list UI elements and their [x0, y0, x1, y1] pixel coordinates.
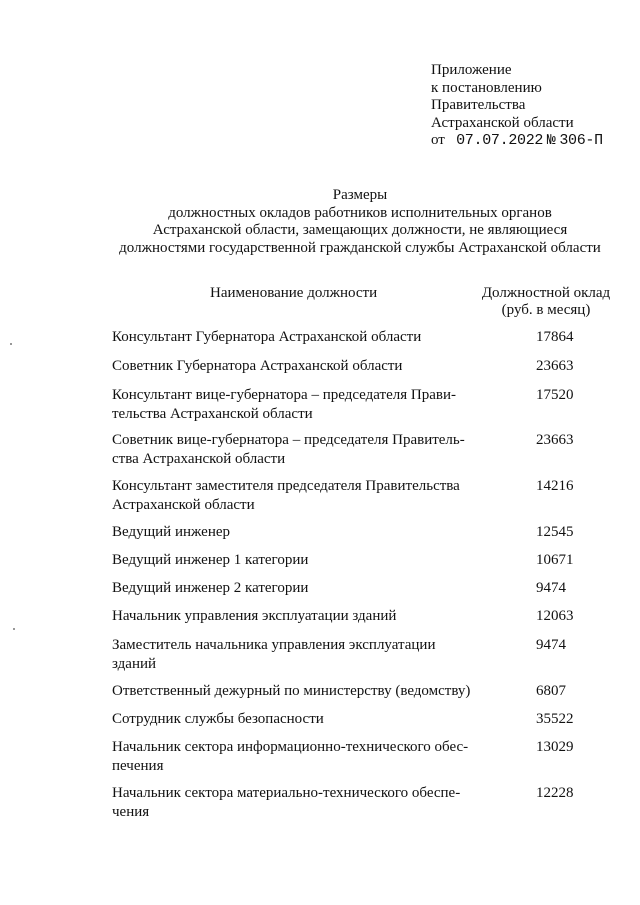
title-line-1: Размеры: [332, 187, 388, 203]
table-row: [112, 477, 612, 514]
salary-value: 12063: [536, 608, 574, 624]
table-row: [112, 636, 612, 673]
appendix-line-3: Правительства: [431, 97, 526, 113]
position-name: [112, 551, 482, 570]
position-name: [112, 710, 482, 729]
position-name-line-1: Начальник сектора материально-технического обеспе-: [112, 785, 461, 801]
position-name-line-2: тельства Астраханской области: [112, 405, 313, 422]
position-name: [112, 357, 482, 376]
position-name-line-1: Ведущий инженер: [112, 524, 231, 540]
position-name-line-1: Консультант Губернатора Астраханской области: [112, 329, 422, 345]
salary-value: 17864: [536, 329, 574, 345]
position-name: [112, 607, 482, 626]
table-row: [112, 579, 612, 598]
position-name: [112, 636, 482, 673]
position-name-line-2: зданий: [112, 655, 157, 672]
scan-speck: [10, 343, 12, 345]
position-name-line-2: чения: [112, 803, 150, 820]
salary-value: 13029: [536, 739, 574, 755]
salary-value: 12545: [536, 524, 574, 540]
table-row: [112, 682, 612, 701]
salary-value: 23663: [536, 358, 574, 374]
table-row: [112, 607, 612, 626]
decree-date: 07.07.2022: [456, 132, 544, 149]
salary-value: 9474: [536, 637, 566, 653]
table-row: [112, 357, 612, 376]
position-name-line-1: Консультант вице-губернатора – председателя Прави-: [112, 387, 456, 403]
position-name-line-1: Ведущий инженер 2 категории: [112, 580, 309, 596]
position-name-line-1: Ведущий инженер 1 категории: [112, 552, 309, 568]
position-name-line-1: Советник вице-губернатора – председателя Правитель-: [112, 432, 465, 448]
salary-value: 14216: [536, 478, 574, 494]
table-row: [112, 710, 612, 729]
column-header-salary: [468, 285, 624, 319]
salary-value: 23663: [536, 432, 574, 448]
table-row: [112, 431, 612, 468]
position-name-line-1: Начальник управления эксплуатации зданий: [112, 608, 397, 624]
table-row: [112, 328, 612, 347]
table-row: [112, 551, 612, 570]
appendix-block: [431, 62, 603, 150]
position-name-line-1: Заместитель начальника управления эксплуатации: [112, 637, 436, 653]
appendix-line-1: Приложение: [431, 62, 512, 78]
appendix-line-4: Астраханской области: [431, 114, 574, 131]
position-name: [112, 579, 482, 598]
title-line-4: должностями государственной гражданской службы Астраханской области: [119, 239, 601, 256]
position-name-line-1: Ответственный дежурный по министерству (ведомству): [112, 683, 471, 699]
table-row: [112, 784, 612, 821]
document-title: [100, 187, 620, 257]
salary-value: 9474: [536, 580, 566, 596]
salary-value: 10671: [536, 552, 574, 568]
decree-number: 306-П: [559, 132, 603, 149]
column-header-salary-line-2: (руб. в месяц): [501, 302, 591, 318]
column-header-salary-line-1: Должностной оклад: [481, 285, 611, 301]
position-name: [112, 431, 482, 468]
column-header-position: Наименование должности: [210, 285, 378, 301]
position-name-line-1: Советник Губернатора Астраханской области: [112, 358, 403, 374]
position-name: [112, 682, 482, 701]
position-name-line-1: Консультант заместителя председателя Правительства: [112, 478, 460, 494]
salary-value: 17520: [536, 387, 574, 403]
position-name-line-2: печения: [112, 757, 164, 774]
table-row: [112, 738, 612, 775]
position-name: [112, 784, 482, 821]
table-row: [112, 523, 612, 542]
position-name: [112, 738, 482, 775]
position-name: [112, 523, 482, 542]
position-name-line-2: ства Астраханской области: [112, 450, 286, 467]
salary-value: 35522: [536, 711, 574, 727]
appendix-line-2: к постановлению: [431, 79, 542, 96]
appendix-date-line: [431, 132, 603, 150]
position-name: [112, 477, 482, 514]
position-name-line-1: Начальник сектора информационно-технического обес-: [112, 739, 469, 755]
title-line-3: Астраханской области, замещающих должности, не являющиеся: [152, 222, 568, 238]
title-line-2: должностных окладов работников исполнительных органов: [168, 204, 552, 221]
salary-value: 12228: [536, 785, 574, 801]
date-prefix: от: [431, 132, 445, 148]
position-name: [112, 328, 482, 347]
position-name-line-1: Сотрудник службы безопасности: [112, 711, 324, 727]
position-name: [112, 386, 482, 423]
salary-value: 6807: [536, 683, 566, 699]
position-name-line-2: Астраханской области: [112, 496, 255, 513]
scan-speck: [13, 628, 15, 630]
table-row: [112, 386, 612, 423]
number-sign: №: [546, 132, 556, 149]
